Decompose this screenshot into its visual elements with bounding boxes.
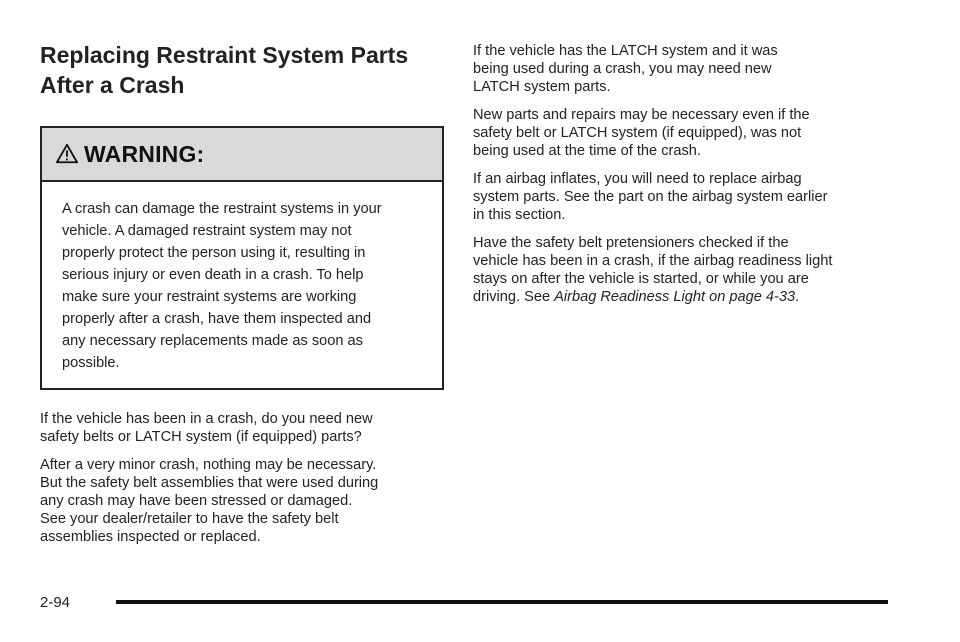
paragraph-text: driving. See bbox=[473, 289, 555, 305]
warning-triangle-icon bbox=[56, 143, 78, 165]
paragraph-line: safety belts or LATCH system (if equipped) parts? bbox=[40, 429, 362, 445]
cross-reference-page: on page 4-33 bbox=[709, 289, 796, 305]
warning-body-line: make sure your restraint systems are working bbox=[62, 289, 357, 305]
paragraph bbox=[473, 42, 893, 96]
warning-body-line: possible. bbox=[62, 355, 120, 371]
paragraph-line: assemblies inspected or replaced. bbox=[40, 529, 261, 545]
paragraph-line: any crash may have been stressed or damaged. bbox=[40, 493, 353, 509]
page-number: 2-94 bbox=[40, 594, 71, 611]
paragraph-line: If an airbag inflates, you will need to replace airbag bbox=[473, 171, 802, 187]
paragraph bbox=[473, 170, 893, 224]
cross-reference-link[interactable] bbox=[554, 289, 795, 305]
cross-reference-title: Airbag Readiness Light bbox=[554, 289, 706, 305]
warning-body bbox=[42, 182, 442, 388]
paragraph-line bbox=[473, 288, 893, 306]
warning-body-line: A crash can damage the restraint systems in your bbox=[62, 201, 382, 217]
warning-title: WARNING: bbox=[84, 140, 205, 167]
paragraph bbox=[473, 106, 893, 160]
paragraph-line: system parts. See the part on the airbag system earlier bbox=[473, 189, 828, 205]
section-title-line: After a Crash bbox=[40, 72, 185, 98]
paragraph-line: being used during a crash, you may need new bbox=[473, 61, 772, 77]
paragraph-line: New parts and repairs may be necessary even if the bbox=[473, 107, 810, 123]
paragraph-line: After a very minor crash, nothing may be necessary. bbox=[40, 457, 377, 473]
paragraph-text: . bbox=[795, 289, 800, 305]
warning-body-line: any necessary replacements made as soon as bbox=[62, 333, 363, 349]
paragraph bbox=[473, 234, 893, 306]
paragraph-line: But the safety belt assemblies that were used during bbox=[40, 475, 379, 491]
left-column bbox=[40, 40, 444, 556]
warning-body-line: vehicle. A damaged restraint system may not bbox=[62, 223, 352, 239]
warning-body-line: properly protect the person using it, resulting in bbox=[62, 245, 366, 261]
paragraph-line: If the vehicle has been in a crash, do you need new bbox=[40, 411, 373, 427]
paragraph bbox=[40, 410, 444, 446]
warning-body-line: properly after a crash, have them inspected and bbox=[62, 311, 372, 327]
warning-body-line: serious injury or even death in a crash. To help bbox=[62, 267, 364, 283]
paragraph-line: in this section. bbox=[473, 207, 566, 223]
paragraph-line: See your dealer/retailer to have the safety belt bbox=[40, 511, 339, 527]
right-column bbox=[473, 42, 893, 316]
paragraph-line: stays on after the vehicle is started, or while you are bbox=[473, 271, 809, 287]
paragraph-line: vehicle has been in a crash, if the airbag readiness light bbox=[473, 253, 833, 269]
paragraph bbox=[40, 456, 444, 546]
warning-header bbox=[42, 128, 442, 182]
paragraph-line: LATCH system parts. bbox=[473, 79, 611, 95]
paragraph-line: safety belt or LATCH system (if equipped), was not bbox=[473, 125, 802, 141]
paragraph-line: being used at the time of the crash. bbox=[473, 143, 701, 159]
warning-box bbox=[40, 126, 444, 390]
section-title bbox=[40, 40, 444, 100]
paragraph-line: Have the safety belt pretensioners checked if the bbox=[473, 235, 789, 251]
paragraph-line: If the vehicle has the LATCH system and it was bbox=[473, 43, 778, 59]
section-title-line: Replacing Restraint System Parts bbox=[40, 42, 409, 68]
footer-rule bbox=[116, 600, 888, 604]
